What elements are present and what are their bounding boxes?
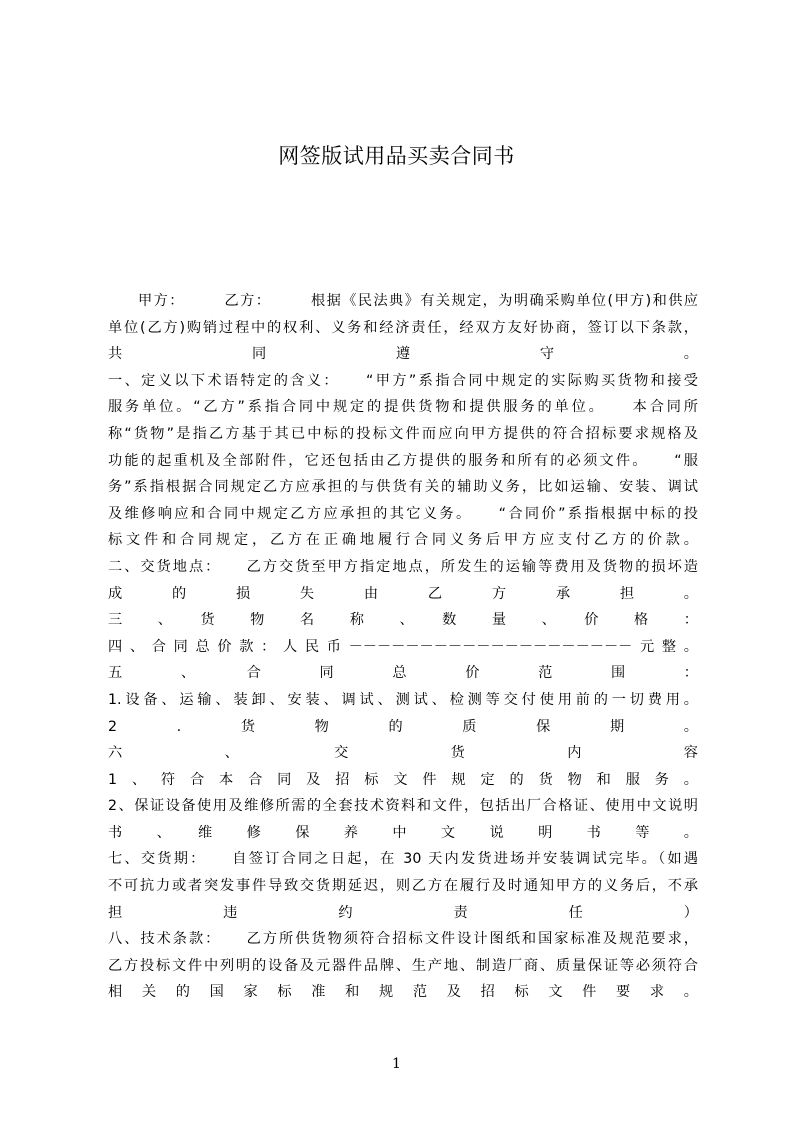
paragraph-line: 2、保证设备使用及维修所需的全套技术资料和文件，包括出厂合格证、使用中文说明 [108,798,698,815]
paragraph-line: 务”系指根据合同规定乙方应承担的与供货有关的辅助义务，比如运输、安装、调试 [108,479,698,496]
paragraph-line: 2 . 货 物 的 质 保 期 。 [108,718,698,735]
paragraph-line: 三 、 货 物 名 称 、 数 量 、 价 格 ： [108,612,698,629]
paragraph-line: 共 同 遵 守 。 [108,346,698,363]
paragraph-line: 八、技术条款： 乙方所供货物须符合招标文件设计图纸和国家标准及规范要求， [108,931,698,948]
paragraph-line: 二、交货地点： 乙方交货至甲方指定地点，所发生的运输等费用及货物的损坏造 [108,558,698,575]
paragraph-line: 及维修响应和合同中规定乙方应承担的其它义务。 “合同价”系指根据中标的投 [108,505,698,522]
paragraph-line: 标文件和合同规定，乙方在正确地履行合同义务后甲方应支付乙方的价款。 [108,532,698,549]
paragraph-line: 甲方： 乙方： 根据《民法典》有关规定，为明确采购单位(甲方)和供应 [138,293,698,309]
paragraph-line: 1、符合本合同及招标文件规定的货物和服务。 [108,771,698,788]
paragraph-line: 服务单位。“乙方”系指合同中规定的提供货物和提供服务的单位。 本合同所 [108,399,698,416]
paragraph-line: 相关的国家标准和规范及招标文件要求。 [108,984,698,1001]
paragraph-line: 担 违 约 责 任 ） [108,904,698,921]
paragraph-line: 乙方投标文件中列明的设备及元器件品牌、生产地、制造厂商、质量保证等必须符合 [108,957,698,974]
paragraph-line: 成 的 损 失 由 乙 方 承 担 。 [108,585,698,602]
paragraph-line: 不可抗力或者突发事件导致交货期延迟，则乙方在履行及时通知甲方的义务后，不承 [108,878,698,895]
paragraph-line: 1.设备、运输、装卸、安装、调试、测试、检测等交付使用前的一切费用。 [108,691,698,708]
page-number: 1 [392,1056,401,1072]
paragraph-line: 四、合同总价款：人民币－－－－－－－－－－－－－－－－－－－－元整。 [108,638,698,655]
paragraph-line: 单位(乙方)购销过程中的权利、义务和经济责任，经双方友好协商，签订以下条款， [108,319,698,336]
contract-body [108,288,698,1006]
paragraph-line: 六 、 交 货 内 容 [108,745,698,762]
paragraph-line: 功能的起重机及全部附件，它还包括由乙方提供的服务和所有的必须文件。 “服 [108,452,698,469]
document-title: 网签版试用品买卖合同书 [278,144,515,168]
paragraph-line: 书 、 维 修 保 养 中 文 说 明 书 等 。 [108,824,698,841]
paragraph-line: 一、定义以下术语特定的含义： “甲方”系指合同中规定的实际购买货物和接受 [108,372,698,389]
paragraph-line: 称“货物”是指乙方基于其已中标的投标文件而应向甲方提供的符合招标要求规格及 [108,425,698,442]
paragraph-line: 五 、 合 同 总 价 范 围 ： [108,665,698,682]
paragraph-line: 七、交货期： 自签订合同之日起，在 30 天内发货进场并安装调试完毕。（如遇 [108,851,698,868]
